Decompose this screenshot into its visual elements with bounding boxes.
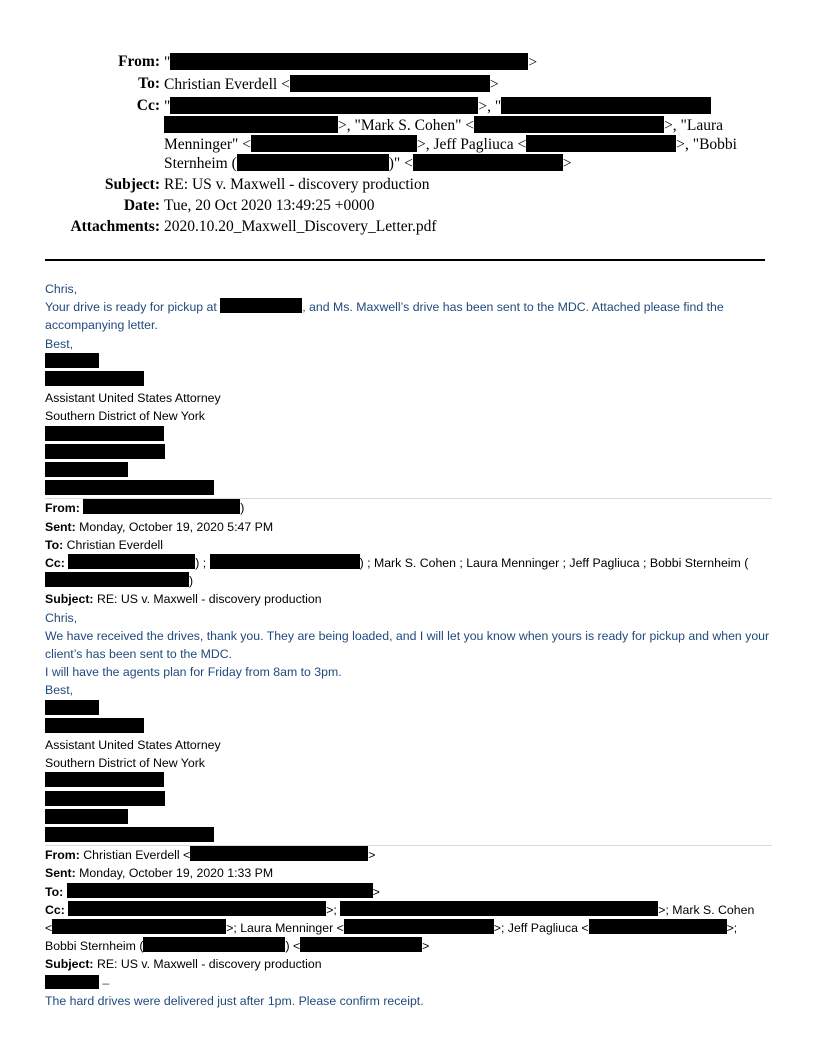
email-header <box>0 53 816 236</box>
to-label: To: <box>45 884 64 899</box>
message-paragraph: I will have the agents plan for Friday from 8am to 3pm. <box>45 665 342 680</box>
sent-value: Monday, October 19, 2020 1:33 PM <box>79 866 274 881</box>
redaction-block <box>83 499 240 514</box>
redaction-block <box>68 901 326 916</box>
message-2-header: From: ) Sent: Monday, October 19, 2020 5:47 PM To: Christian Everdell Cc: ) ; ) ; Mark S. Cohen ; Laura Menninger ; Jeff Pagliuca ; Bobbi Sternheim () Subject: RE: US v. Maxwell - discovery production <box>45 501 749 607</box>
redaction-block <box>413 154 563 171</box>
redaction-block <box>290 75 490 92</box>
cc-value: " >, " >, "Mark S. Cohen" < >, "Laura Menninger" < >, Jeff Pagliuca < >, "Bobbi Sternheim ( )" < > <box>164 98 737 172</box>
redaction-block <box>45 827 214 842</box>
subject-label: Subject: <box>45 592 94 607</box>
to-label: To: <box>45 537 64 552</box>
redaction-block <box>589 919 727 934</box>
redaction-block <box>52 919 226 934</box>
redaction-block <box>474 116 664 133</box>
header-divider <box>45 259 765 261</box>
redaction-block <box>45 462 128 477</box>
message-3: – The hard drives were delivered just after 1pm. Please confirm receipt. <box>45 974 775 1010</box>
closing: Best, <box>45 683 74 698</box>
message-paragraph: Your drive is ready for pickup at , and Ms. Maxwell’s drive has been sent to the MDC. Attached please find the accompanying letter. <box>45 300 724 333</box>
subject-value: RE: US v. Maxwell - discovery production <box>164 176 430 193</box>
redaction-block <box>143 937 285 952</box>
redaction-block <box>501 97 711 114</box>
date-value: Tue, 20 Oct 2020 13:49:25 +0000 <box>164 197 375 214</box>
signature-office: Southern District of New York <box>45 409 205 424</box>
to-label: To: <box>138 75 160 92</box>
redaction-block <box>170 53 528 70</box>
redaction-block <box>45 718 144 733</box>
greeting: Chris, <box>45 282 78 296</box>
redaction-block <box>45 444 165 459</box>
cc-label: Cc: <box>136 97 160 114</box>
redaction-block <box>45 572 189 587</box>
redaction-block <box>45 975 99 989</box>
redaction-block <box>210 554 360 569</box>
redaction-block <box>164 116 338 133</box>
sent-label: Sent: <box>45 866 76 881</box>
redaction-block <box>344 919 494 934</box>
redaction-block <box>45 772 164 787</box>
redaction-block <box>45 371 144 386</box>
cc-label: Cc: <box>45 555 65 570</box>
redaction-block <box>170 97 478 114</box>
header-subject-row <box>0 176 816 194</box>
message-3-header: From: Christian Everdell < > Sent: Monday, October 19, 2020 1:33 PM To: > Cc: >; >; Mark S. Cohen < >; Laura Menninger < >; Jeff Pagliuca < >; Bobbi Sternheim ( ) < > Subject: RE: US v. Maxwell - discovery production <box>45 848 755 972</box>
greeting: Chris, <box>45 610 78 625</box>
redaction-block <box>45 791 165 806</box>
redaction-block <box>68 554 195 569</box>
header-cc-row <box>0 97 816 173</box>
to-value: Christian Everdell < > <box>164 76 499 93</box>
message-paragraph: We have received the drives, thank you. They are being loaded, and I will let you know when yours is ready for pickup and when your client’s has been sent to the MDC. <box>45 628 770 661</box>
subject-label: Subject: <box>45 957 94 972</box>
from-value: " > <box>164 54 538 71</box>
header-to-row <box>0 75 816 94</box>
redaction-block <box>340 901 658 916</box>
signature-title: Assistant United States Attorney <box>45 391 221 406</box>
redaction-block <box>45 480 214 495</box>
subject-value: RE: US v. Maxwell - discovery production <box>96 592 322 607</box>
header-attachments-row <box>0 218 816 236</box>
header-date-row <box>0 197 816 215</box>
signature-1 <box>45 353 775 499</box>
redaction-block <box>251 135 417 152</box>
closing: Best, <box>45 336 74 351</box>
signature-title: Assistant United States Attorney <box>45 737 221 752</box>
sent-label: Sent: <box>45 519 76 534</box>
signature-office: Southern District of New York <box>45 756 205 771</box>
message-1 <box>45 280 775 353</box>
subject-value: RE: US v. Maxwell - discovery production <box>96 957 322 972</box>
redaction-block <box>220 298 302 313</box>
redaction-block <box>67 883 373 898</box>
from-label: From: <box>118 53 160 70</box>
subject-label: Subject: <box>104 176 160 193</box>
signature-2 <box>45 700 775 846</box>
date-label: Date: <box>123 197 160 214</box>
to-value: Christian Everdell <box>66 537 164 552</box>
header-from-row <box>0 53 816 72</box>
redaction-block <box>190 846 368 861</box>
from-label: From: <box>45 848 80 863</box>
message-paragraph: The hard drives were delivered just after 1pm. Please confirm receipt. <box>45 993 424 1008</box>
redaction-block <box>45 353 99 368</box>
from-label: From: <box>45 501 80 516</box>
email-body <box>45 280 775 1010</box>
redaction-block <box>237 154 389 171</box>
redaction-block <box>45 809 128 824</box>
cc-label: Cc: <box>45 902 65 917</box>
attachments-label: Attachments: <box>70 218 160 235</box>
redaction-block <box>300 937 422 952</box>
attachment-link[interactable]: 2020.10.20_Maxwell_Discovery_Letter.pdf <box>164 218 437 235</box>
sent-value: Monday, October 19, 2020 5:47 PM <box>79 519 274 534</box>
redaction-block <box>526 135 676 152</box>
redaction-block <box>45 426 164 441</box>
redaction-block <box>45 700 99 715</box>
message-2 <box>45 609 775 700</box>
